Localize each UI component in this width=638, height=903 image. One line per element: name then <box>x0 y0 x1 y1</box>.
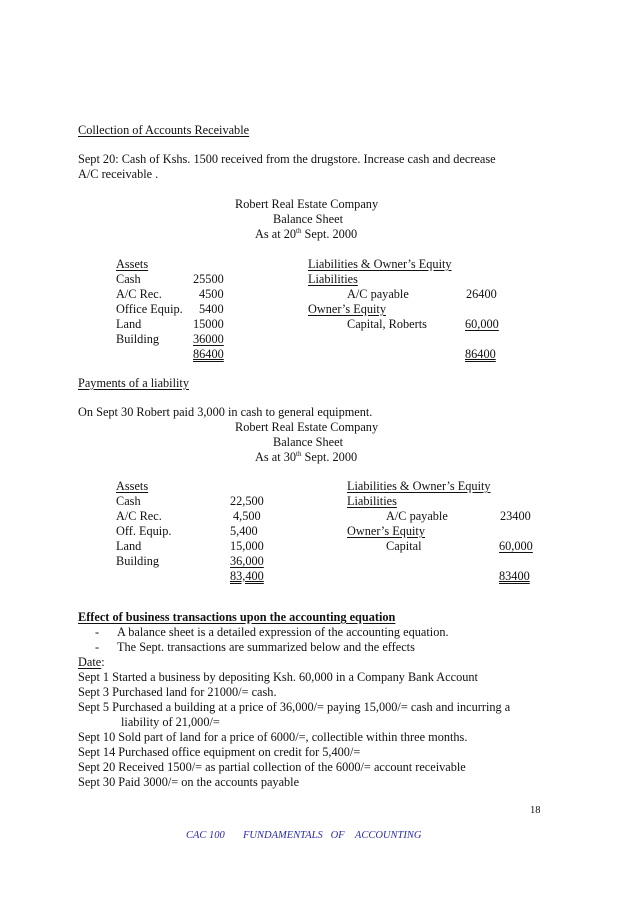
assets-total: 83,400 <box>230 569 264 583</box>
liabilities-equity-header: Liabilities & Owner’s Equity <box>308 257 452 271</box>
assets-total: 86400 <box>193 347 224 361</box>
asset-value: 36,000 <box>230 554 264 568</box>
assets-header: Assets <box>116 479 149 493</box>
footer-course-code: CAC 100 <box>186 830 225 841</box>
capital-label: Capital, Roberts <box>347 317 427 331</box>
paragraph-line: A/C receivable . <box>78 167 159 181</box>
asset-value: 36000 <box>193 332 224 346</box>
statement-title: Balance Sheet <box>273 435 343 449</box>
asset-label: Office Equip. <box>116 302 183 316</box>
asset-label: Land <box>116 539 142 553</box>
liabilities-equity-header: Liabilities & Owner’s Equity <box>347 479 491 493</box>
transaction-line: Sept 10 Sold part of land for a price of 6000/=, collectible within three months. <box>78 730 468 744</box>
asset-label: Building <box>116 554 160 568</box>
section-heading-payments: Payments of a liability <box>78 376 189 390</box>
asset-label: A/C Rec. <box>116 287 162 301</box>
liability-label: A/C payable <box>386 509 448 523</box>
transaction-line: Sept 20 Received 1500/= as partial collection of the 6000/= account receivable <box>78 760 466 774</box>
transaction-line: Sept 30 Paid 3000/= on the accounts payable <box>78 775 300 789</box>
capital-label: Capital <box>386 539 422 553</box>
owners-equity-header: Owner’s Equity <box>308 302 386 316</box>
statement-date: As at 30th Sept. 2000 <box>255 449 358 464</box>
bullet-item: The Sept. transactions are summarized below and the effects <box>117 640 415 654</box>
liabilities-header: Liabilities <box>308 272 358 286</box>
asset-label: Building <box>116 332 160 346</box>
transaction-line: Sept 1 Started a business by depositing Ksh. 60,000 in a Company Bank Account <box>78 670 478 684</box>
statement-date: As at 20th Sept. 2000 <box>255 226 358 241</box>
footer-course-title: FUNDAMENTALS OF ACCOUNTING <box>243 830 422 841</box>
asset-value: 22,500 <box>230 494 264 508</box>
transaction-line: Sept 5 Purchased a building at a price of 36,000/= paying 15,000/= cash and incurring a <box>78 700 511 714</box>
transaction-line: Sept 14 Purchased office equipment on credit for 5,400/= <box>78 745 361 759</box>
asset-value: 5,400 <box>230 524 258 538</box>
liabilities-equity-total: 83400 <box>499 569 530 583</box>
bullet-dash: - <box>95 625 100 639</box>
asset-value: 15,000 <box>230 539 264 553</box>
section-heading-effect: Effect of business transactions upon the accounting equation <box>78 610 396 624</box>
asset-value: 15000 <box>193 317 224 331</box>
date-label: Date: <box>78 655 105 669</box>
bullet-dash: - <box>95 640 100 654</box>
capital-value: 60,000 <box>499 539 533 553</box>
liability-label: A/C payable <box>347 287 409 301</box>
company-name: Robert Real Estate Company <box>235 197 379 211</box>
asset-value: 5400 <box>199 302 224 316</box>
asset-value: 4500 <box>199 287 224 301</box>
statement-title: Balance Sheet <box>273 212 343 226</box>
liabilities-equity-total: 86400 <box>465 347 496 361</box>
asset-label: Cash <box>116 272 141 286</box>
liability-value: 23400 <box>500 509 531 523</box>
asset-label: Cash <box>116 494 141 508</box>
transaction-line-continued: liability of 21,000/= <box>121 715 220 729</box>
assets-header: Assets <box>116 257 149 271</box>
asset-label: A/C Rec. <box>116 509 162 523</box>
asset-value: 25500 <box>193 272 224 286</box>
paragraph-line: On Sept 30 Robert paid 3,000 in cash to general equipment. <box>78 405 373 419</box>
asset-label: Land <box>116 317 142 331</box>
transaction-line: Sept 3 Purchased land for 21000/= cash. <box>78 685 277 699</box>
paragraph-line: Sept 20: Cash of Kshs. 1500 received from the drugstore. Increase cash and decrease <box>78 152 496 166</box>
capital-value: 60,000 <box>465 317 499 331</box>
section-heading-collection: Collection of Accounts Receivable <box>78 123 250 137</box>
company-name: Robert Real Estate Company <box>235 420 379 434</box>
asset-value: 4,500 <box>233 509 261 523</box>
asset-label: Off. Equip. <box>116 524 172 538</box>
liability-value: 26400 <box>466 287 497 301</box>
page-number: 18 <box>530 805 541 816</box>
bullet-item: A balance sheet is a detailed expression of the accounting equation. <box>117 625 449 639</box>
owners-equity-header: Owner’s Equity <box>347 524 425 538</box>
liabilities-header: Liabilities <box>347 494 397 508</box>
